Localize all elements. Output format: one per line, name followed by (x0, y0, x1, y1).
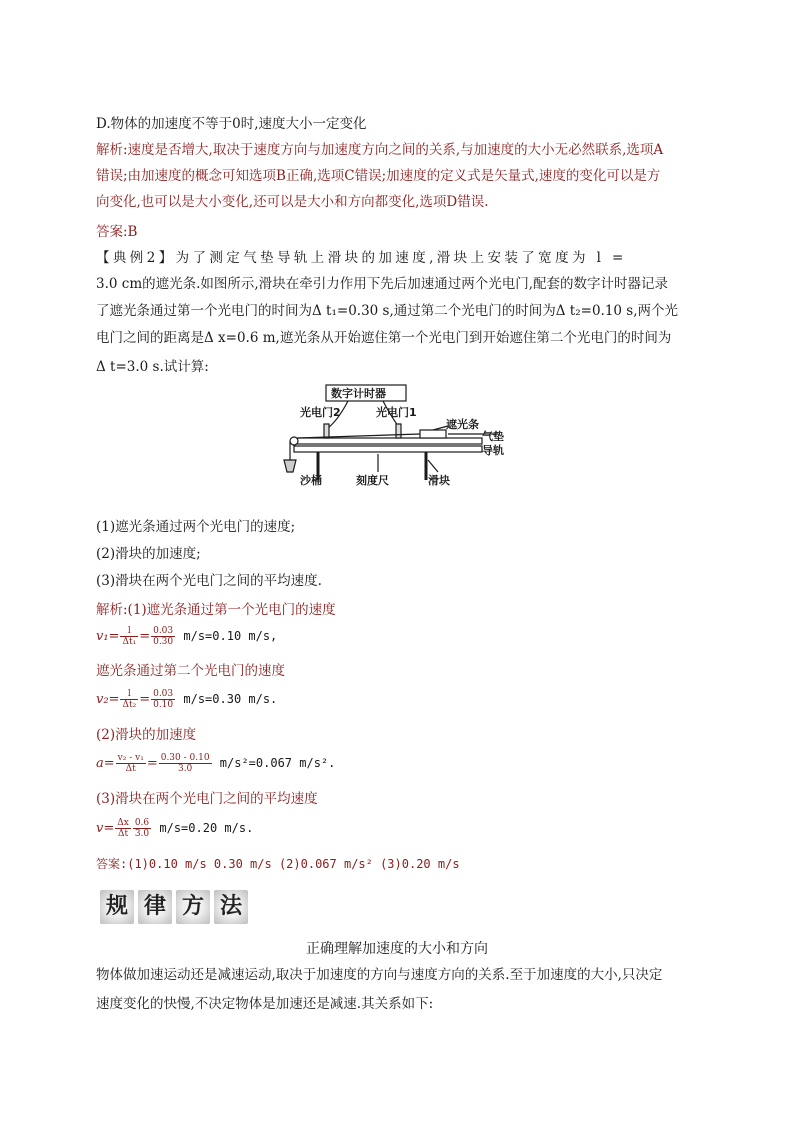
analysis-line-2: 错误;由加速度的概念可知选项B正确,选项C错误;加速度的定义式是矢量式,速度的变化可以是方 (96, 168, 661, 184)
rule-char-2: 律 (138, 890, 172, 924)
rule-char-4: 法 (214, 890, 248, 924)
example-line-4: 电门之间的距离是Δ x=0.6 m,遮光条从开始遮住第一个光电门到开始遮住第二个光电门的时间为 (96, 330, 672, 346)
gate1-label: 光电门1 (376, 406, 417, 419)
rail-label-2: 导轨 (482, 444, 504, 457)
answer-2: 答案:(1)0.10 m/s 0.30 m/s (2)0.067 m/s² (3)0.20 m/s (96, 857, 460, 871)
question-3: (3)滑块在两个光电门之间的平均速度. (96, 573, 322, 589)
equation-v2: v₂= $\frac{l}{\text{Δt₂}}$ = $\frac{0.03}{0.10}$ m/s=0.30 m/s. (96, 689, 278, 710)
example-line-3: 了遮光条通过第一个光电门的时间为Δ t₁=0.30 s,通过第二个光电门的时间为Δ t₂=0.10 s,两个光 (96, 303, 679, 319)
ruler-label: 刻度尺 (356, 474, 389, 487)
equation-a: a= $\frac{\text{v₂ - v₁}}{\Delta t}$ = $\frac{0.30 - 0.10}{3.0}$ m/s²=0.067 m/s². (96, 753, 336, 774)
rule-paragraph-2: 速度变化的快慢,不决定物体是加速还是减速.其关系如下: (96, 996, 434, 1012)
bucket-label: 沙桶 (300, 474, 322, 487)
question-2: (2)滑块的加速度; (96, 546, 201, 562)
example-line-2: 3.0 cm的遮光条.如图所示,滑块在牵引力作用下先后加速通过两个光电门,配套的数字计时器记录 (96, 276, 668, 292)
rule-method-heading (100, 890, 252, 924)
equation-v1: v₁= $\frac{l}{\text{Δt₁}}$ = $\frac{0.03}{0.30}$ m/s=0.10 m/s, (96, 626, 278, 647)
strip-label: 遮光条 (446, 418, 479, 431)
rule-char-1: 规 (100, 890, 134, 924)
rule-subtitle: 正确理解加速度的大小和方向 (306, 941, 488, 957)
slider-label: 滑块 (428, 474, 450, 487)
analysis-line-3: 向变化,也可以是大小变化,还可以是大小和方向都变化,选项D错误. (96, 194, 489, 210)
gate2-label: 光电门2 (300, 406, 341, 419)
solution-intro-4: (3)滑块在两个光电门之间的平均速度 (96, 791, 318, 807)
example-line-5: Δ t=3.0 s.试计算: (96, 359, 209, 375)
question-1: (1)遮光条通过两个光电门的速度; (96, 519, 296, 535)
analysis-line-1: 解析:速度是否增大,取决于速度方向与加速度方向之间的关系,与加速度的大小无必然联系,选项A (96, 142, 664, 158)
answer-1: 答案:B (96, 224, 138, 240)
rule-paragraph-1: 物体做加速运动还是减速运动,取决于加速度的方向与速度方向的关系.至于加速度的大小,只决定 (96, 967, 663, 983)
equation-vavg: v= $\frac{\Delta x}{\Delta t}$ $\frac{0.6}{3.0}$ m/s=0.20 m/s. (96, 818, 254, 839)
example-line-1: 【典例2】为了测定气垫导轨上滑块的加速度,滑块上安装了宽度为 l = (96, 250, 627, 266)
option-d: D.物体的加速度不等于0时,速度大小一定变化 (96, 116, 367, 132)
solution-intro-1: 解析:(1)遮光条通过第一个光电门的速度 (96, 602, 336, 618)
rule-char-3: 方 (176, 890, 210, 924)
timer-label: 数字计时器 (331, 387, 386, 400)
solution-intro-2: 遮光条通过第二个光电门的速度 (96, 663, 285, 679)
solution-intro-3: (2)滑块的加速度 (96, 727, 197, 743)
air-track-diagram (278, 380, 518, 500)
rail-label-1: 气垫 (482, 430, 504, 443)
